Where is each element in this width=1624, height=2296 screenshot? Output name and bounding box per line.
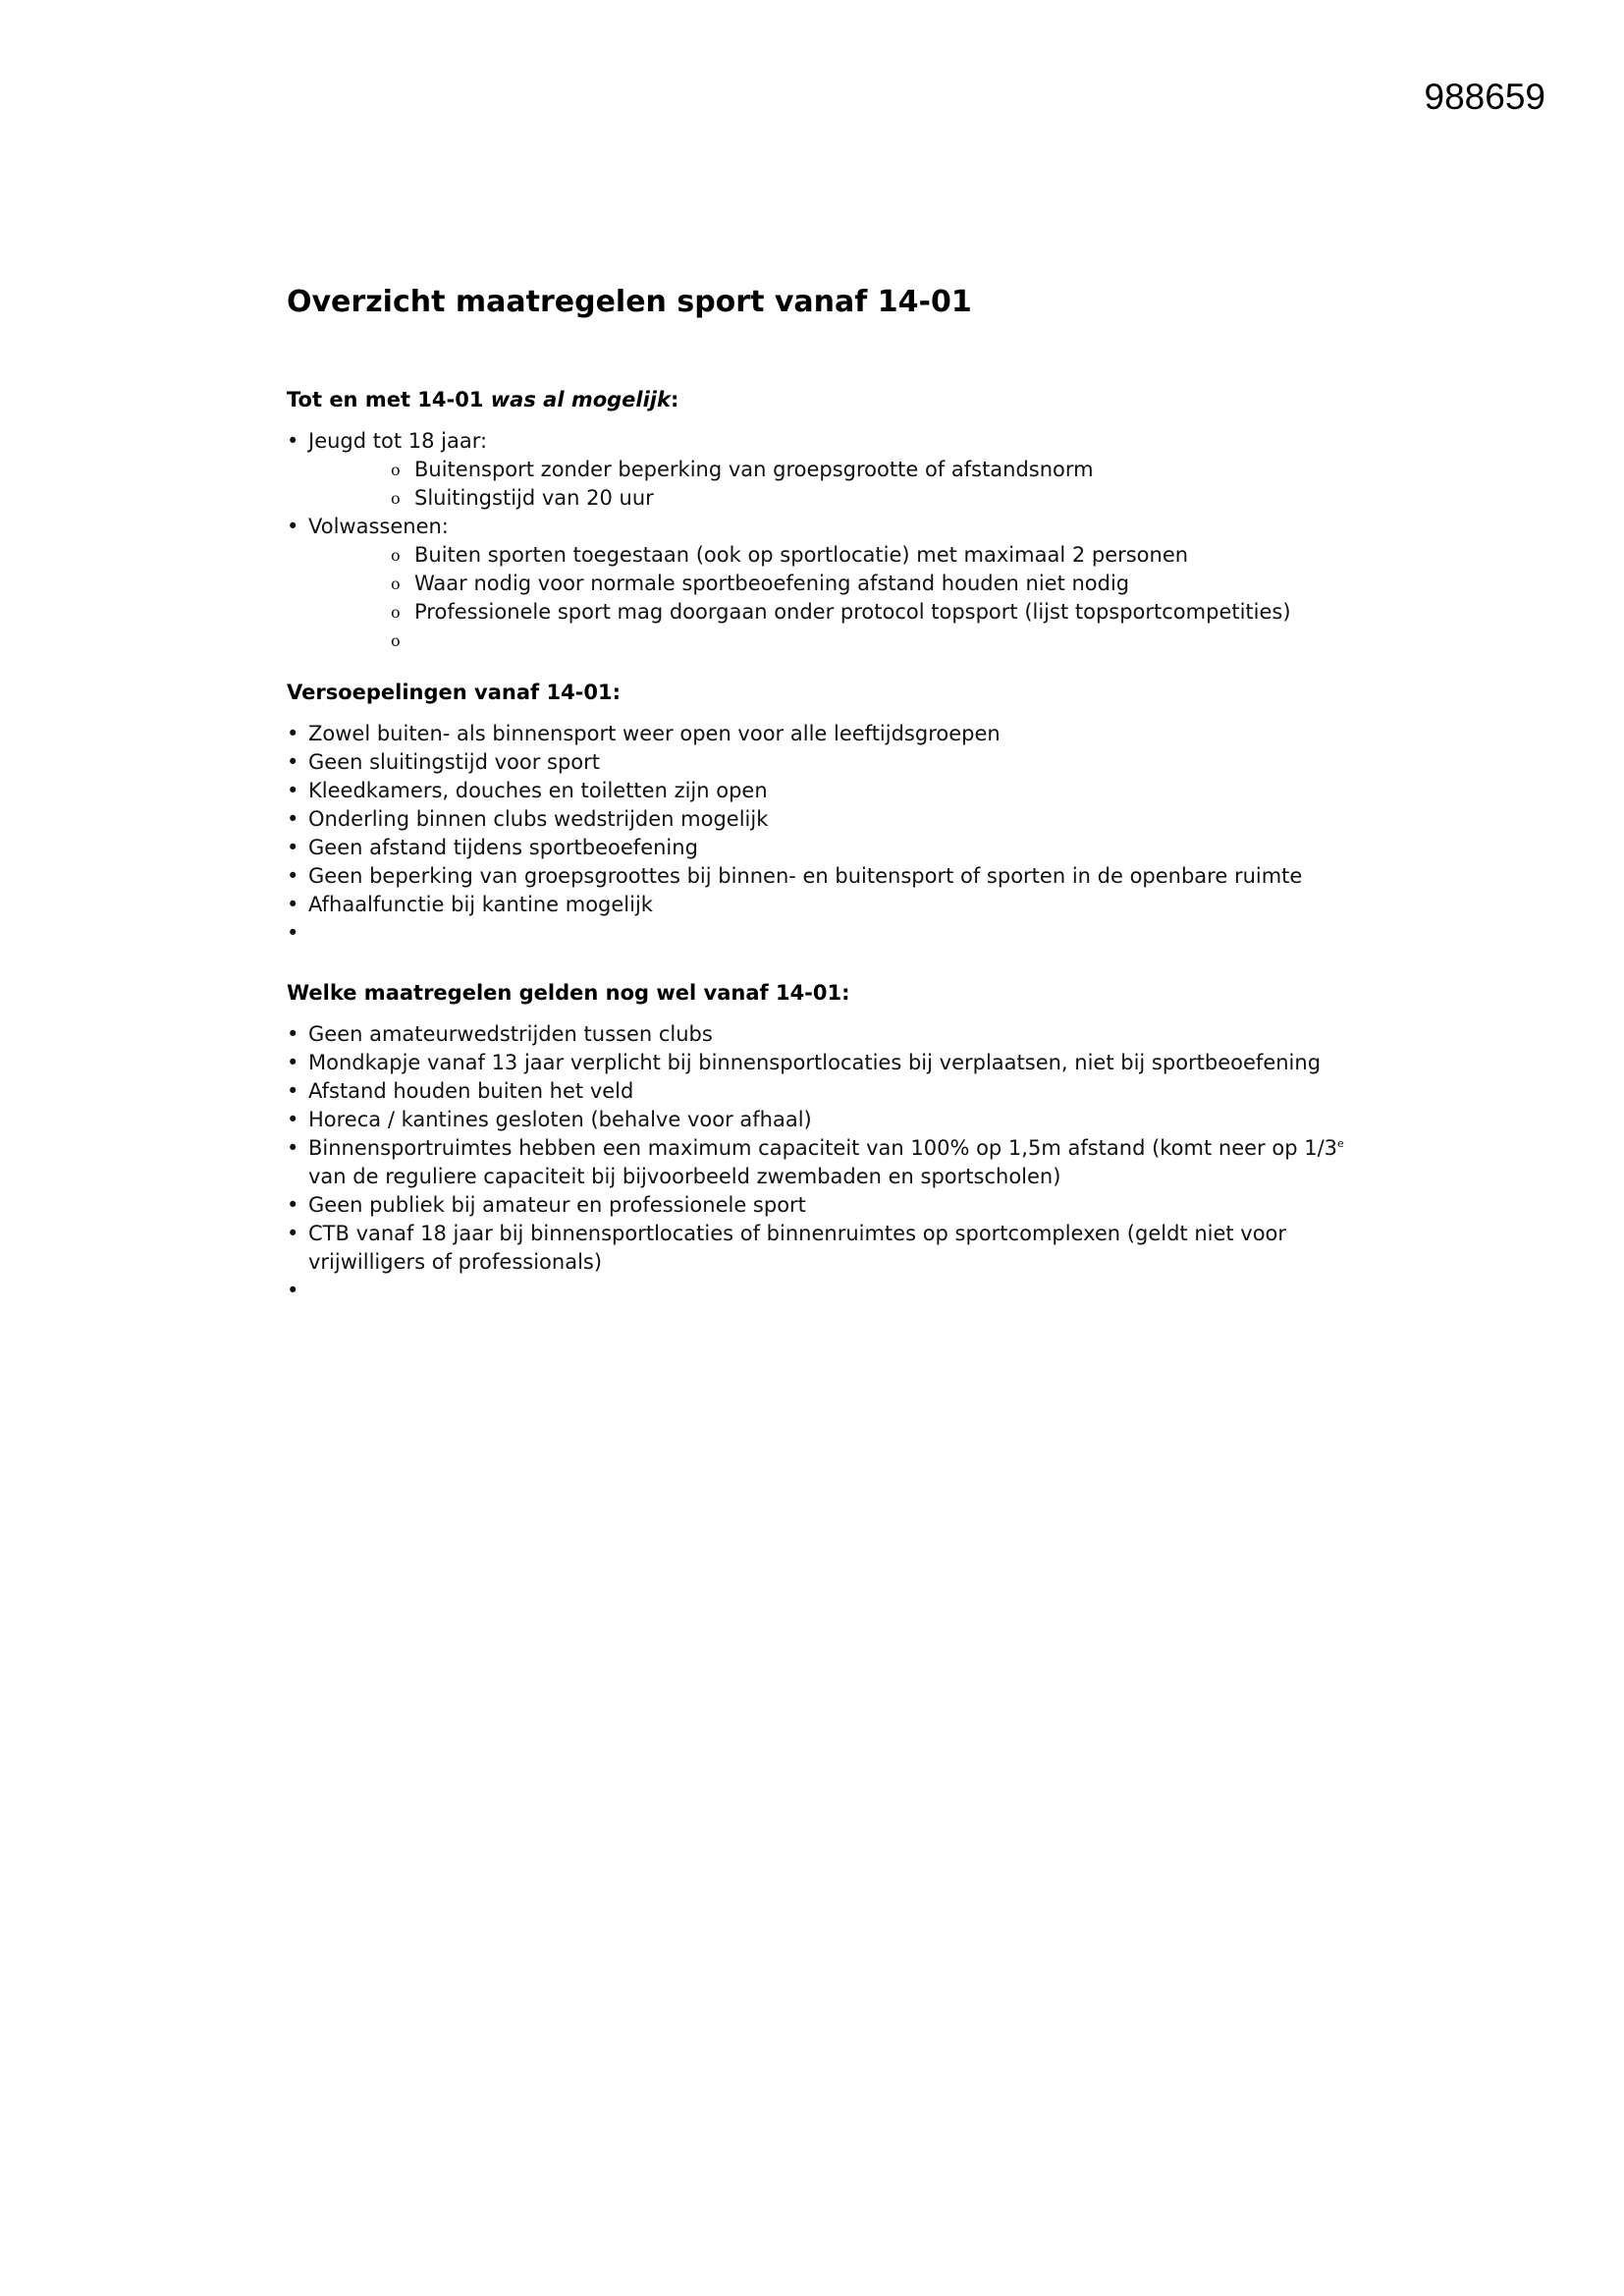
- sub-list-item: o Buitensport zonder beperking van groepsgrootte of afstandsnorm: [308, 456, 1367, 484]
- list-item: • Kleedkamers, douches en toiletten zijn open: [287, 777, 1367, 805]
- sub-list-item: o Buiten sporten toegestaan (ook op sportlocatie) met maximaal 2 personen: [308, 541, 1367, 570]
- section-heading: Welke maatregelen gelden nog wel vanaf 14-01:: [287, 981, 850, 1005]
- sub-list-item: o Waar nodig voor normale sportbeoefening afstand houden niet nodig: [308, 570, 1367, 598]
- list-item: [287, 1277, 1367, 1305]
- section-heading: Versoepelingen vanaf 14-01:: [287, 681, 622, 704]
- section-remaining-measures: [287, 981, 1367, 1305]
- list-item: • Onderling binnen clubs wedstrijden mogelijk: [287, 805, 1367, 834]
- sub-list: [308, 456, 1367, 513]
- bullet-list: [287, 427, 1367, 655]
- list-item: [287, 919, 1367, 948]
- list-item: • Jeugd tot 18 jaar: o Buitensport zonder beperking van groepsgrootte of afstandsnorm o Sluitingstijd van 20 uur: [287, 427, 1367, 513]
- list-item: • Geen sluitingstijd voor sport: [287, 748, 1367, 777]
- list-item: • Afhaalfunctie bij kantine mogelijk: [287, 891, 1367, 919]
- list-item: • Geen beperking van groepsgroottes bij binnen- en buitensport of sporten in de openbare ruimte: [287, 862, 1367, 891]
- sub-list-item: o Professionele sport mag doorgaan onder protocol topsport (lijst topsportcompetities): [308, 598, 1367, 627]
- list-item: • Binnensportruimtes hebben een maximum capaciteit van 100% op 1,5m afstand (komt neer op 1/3e van de reguliere capaciteit bij bijvoorbeeld zwembaden en sportscholen): [287, 1134, 1367, 1191]
- bullet-list: [287, 720, 1367, 948]
- document-body: [287, 285, 1367, 1331]
- list-item: • Geen publiek bij amateur en professionele sport: [287, 1191, 1367, 1220]
- list-item: • Geen afstand tijdens sportbeoefening: [287, 834, 1367, 862]
- sub-list: [308, 541, 1367, 655]
- bullet-list: [287, 1020, 1367, 1305]
- list-item: • Afstand houden buiten het veld: [287, 1077, 1367, 1106]
- document-number: 988659: [1424, 77, 1545, 117]
- list-item: • CTB vanaf 18 jaar bij binnensportlocaties of binnenruimtes op sportcomplexen (geldt niet voor vrijwilligers of professionals): [287, 1220, 1367, 1277]
- sub-list-item: o Sluitingstijd van 20 uur: [308, 484, 1367, 513]
- list-item: • Horeca / kantines gesloten (behalve voor afhaal): [287, 1106, 1367, 1134]
- section-heading: Tot en met 14-01 was al mogelijk:: [287, 388, 679, 411]
- list-item: • Geen amateurwedstrijden tussen clubs: [287, 1020, 1367, 1049]
- section-already-possible: [287, 388, 1367, 655]
- sub-list-item: [308, 627, 1367, 655]
- list-item: • Volwassenen: o Buiten sporten toegestaan (ook op sportlocatie) met maximaal 2 personen o Waar nodig voor normale sportbeoefening afstand houden niet nodig o Professionele sport mag doorgaan onder protocol topsport (lijst topsportcompetities) o: [287, 513, 1367, 655]
- page-title: Overzicht maatregelen sport vanaf 14-01: [287, 285, 972, 319]
- list-item: • Mondkapje vanaf 13 jaar verplicht bij binnensportlocaties bij verplaatsen, niet bij sportbeoefening: [287, 1049, 1367, 1077]
- section-relaxations: [287, 681, 1367, 948]
- list-item: • Zowel buiten- als binnensport weer open voor alle leeftijdsgroepen: [287, 720, 1367, 748]
